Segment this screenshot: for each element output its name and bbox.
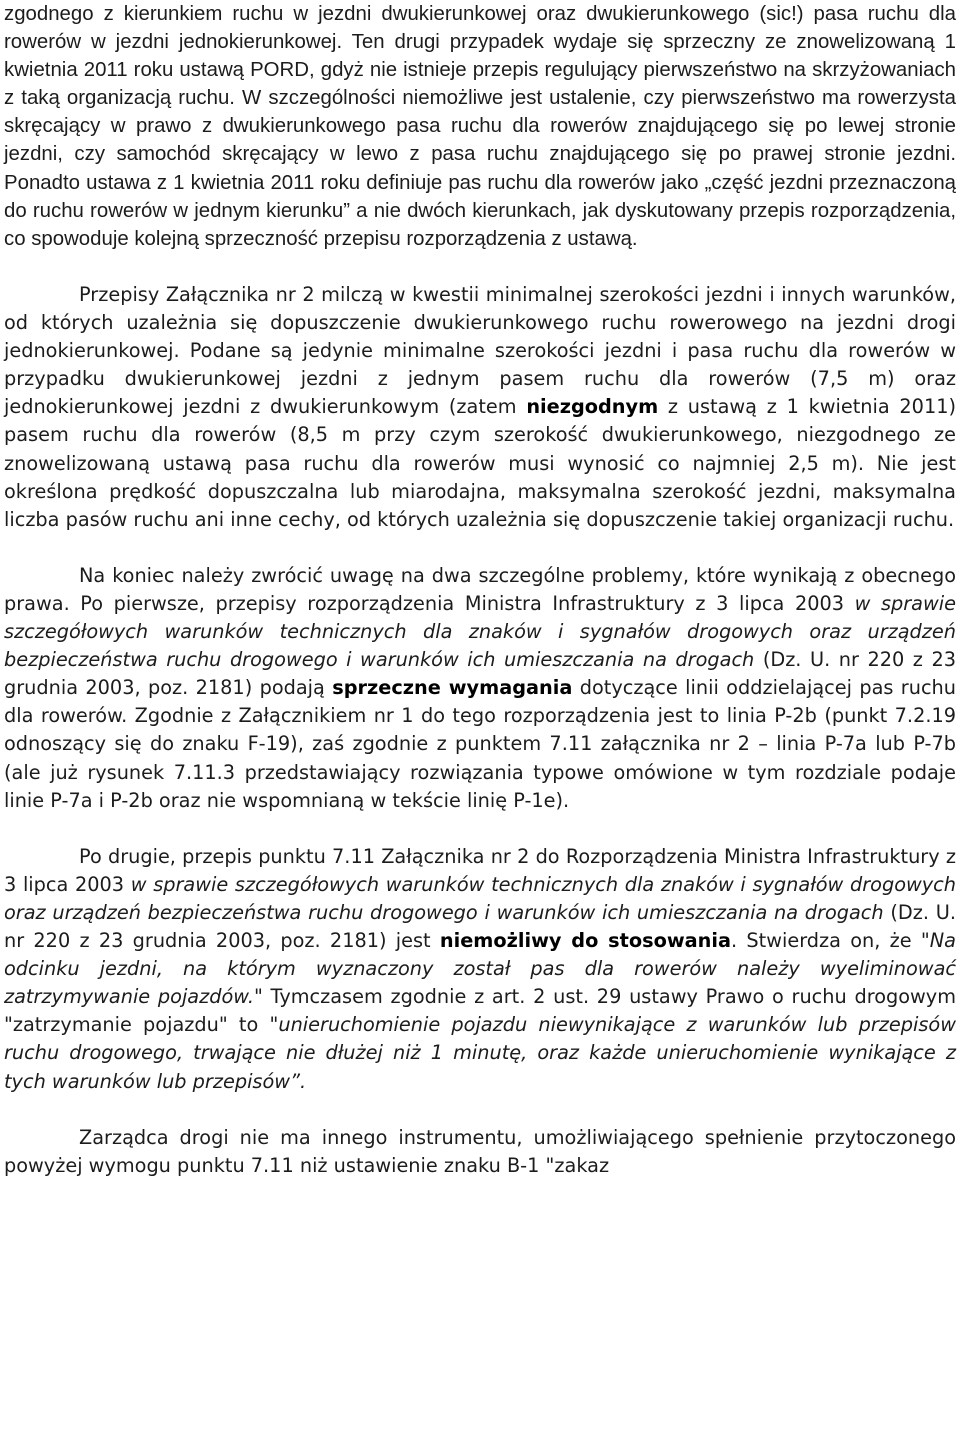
- paragraph-4-text-g: Tymczasem zgodnie z art. 2 ust. 29 ustawy Prawo o ruchu drogowym "zatrzymanie pojazdu" to: [4, 985, 956, 1037]
- paragraph-4-bold: niemożliwy do stosowania: [439, 929, 732, 953]
- paragraph-2-text-c: z ustawą z 1 kwietnia 2011) pasem ruchu dla rowerów (8,5 m przy czym szerokość dwukierunkowego, niezgodnego ze znowelizowaną ustawą pasa ruchu dla rowerów musi wynosić co najmniej 2,5 m). Nie jest określona prędkość dopuszczalna lub miarodajna, maksymalna szerokość jezdni, maksymalna liczba pasów ruchu ani inne cechy, od których uzależnia się dopuszczenie takiej organizacji ruchu.: [4, 395, 957, 531]
- paragraph-spacer: [4, 1096, 956, 1124]
- paragraph-spacer: [4, 815, 956, 843]
- paragraph-3-regulation-title: w sprawie szczegółowych warunków technicznych dla znaków i sygnałów drogowych oraz urządzeń bezpieczeństwa ruchu drogowego i warunków ich umieszczania na drogach: [4, 591, 956, 672]
- paragraph-2-bold: niezgodnym: [526, 395, 659, 419]
- paragraph-4-text-e: . Stwierdza on, że: [731, 929, 921, 953]
- paragraph-4-regulation-title: w sprawie szczegółowych warunków technicznych dla znaków i sygnałów drogowych oraz urządzeń bezpieczeństwa ruchu drogowego i warunków ich umieszczania na drogach: [4, 872, 956, 924]
- paragraph-2: [4, 281, 956, 534]
- paragraph-1-sentence-3: Ponadto ustawa z 1 kwietnia 2011 roku definiuje pas ruchu dla rowerów jako „część jezdni przeznaczoną do ruchu rowerów w jednym kierunku” a nie dwóch kierunkach, jak dyskutowany przepis rozporządzenia, co spowoduje kolejną sprzeczność przepisu rozporządzenia z ustawą.: [4, 171, 956, 250]
- paragraph-1: [4, 0, 956, 253]
- paragraph-4-quote-1: "Na odcinku jezdni, na którym wyznaczony został pas dla rowerów należy wyeliminować zatrzymywanie pojazdów.": [4, 929, 956, 1009]
- paragraph-spacer: [4, 534, 956, 562]
- paragraph-1-sentence-1: zgodnego z kierunkiem ruchu w jezdni dwukierunkowej oraz dwukierunkowego (sic!) pasa ruchu dla rowerów w jezdni jednokierunkowej. Ten drugi przypadek wydaje się sprzeczny ze znowelizowaną 1 kwietnia 2011 roku ustawą PORD, gdyż nie istnieje przepis regulujący pierwszeństwo na skrzyżowaniach z taką organizacją ruchu.: [4, 3, 956, 110]
- paragraph-2-text-a: Przepisy Załącznika nr 2 milczą w kwestii minimalnej szerokości jezdni i innych warunków, od których uzależnia się dopuszczenie dwukierunkowego ruchu rowerowego na jezdni drogi jednokierunkowej. Podane są jedynie minimalne szerokości jezdni i pasa ruchu dla rowerów w przypadku dwukierunkowej jezdni z jednym pasem ruchu dla rowerów (7,5 m) oraz jednokierunkowej jezdni z dwukierunkowym (zatem: [4, 282, 956, 419]
- paragraph-3-text-c: (Dz. U. nr 220 z 23 grudnia 2003, poz. 2181) podają: [4, 648, 956, 700]
- document-page: [4, 0, 956, 1180]
- paragraph-4: [4, 843, 956, 1096]
- paragraph-5: [4, 1124, 956, 1180]
- paragraph-1-sentence-2: W szczególności niemożliwe jest ustalenie, czy pierwszeństwo ma rowerzysta skręcający w prawo z dwukierunkowego pasa ruchu dla rowerów znajdującego się po lewej stronie jezdni, czy samochód skręcający w lewo z pasa ruchu znajdującego się po prawej stronie jezdni.: [4, 87, 956, 166]
- paragraph-3-bold: sprzeczne wymagania: [332, 676, 573, 700]
- paragraph-4-quote-2: "unieruchomienie pojazdu niewynikające z warunków lub przepisów ruchu drogowego, trwające nie dłużej niż 1 minutę, oraz każde unieruchomienie wynikające z tych warunków lub przepisów”.: [4, 1013, 957, 1093]
- paragraph-3-text-e: dotyczące linii oddzielającej pas ruchu dla rowerów. Zgodnie z Załącznikiem nr 1 do tego rozporządzenia jest to linia P-2b (punkt 7.2.19 odnoszący się do znaku F-19), zaś zgodnie z punktem 7.11 załącznika nr 2 – linia P-7a lub P-7b (ale już rysunek 7.11.3 przedstawiający rozwiązania typowe omówione w tym rozdziale podaje linie P-7a i P-2b oraz nie wspomnianą w tekście linię P-1e).: [4, 676, 956, 812]
- paragraph-3: [4, 562, 956, 815]
- paragraph-3-text-a: Na koniec należy zwrócić uwagę na dwa szczególne problemy, które wynikają z obecnego prawa. Po pierwsze, przepisy rozporządzenia Ministra Infrastruktury z 3 lipca 2003: [4, 563, 956, 615]
- paragraph-5-text-a: Zarządca drogi nie ma innego instrumentu, umożliwiającego spełnienie przytoczonego powyżej wymogu punktu 7.11 niż ustawienie znaku B-1 "zakaz: [4, 1125, 956, 1177]
- paragraph-4-text-c: (Dz. U. nr 220 z 23 grudnia 2003, poz. 2181) jest: [4, 901, 957, 953]
- paragraph-4-text-a: Po drugie, przepis punktu 7.11 Załącznika nr 2 do Rozporządzenia Ministra Infrastruktury z 3 lipca 2003: [4, 844, 956, 896]
- paragraph-spacer: [4, 253, 956, 281]
